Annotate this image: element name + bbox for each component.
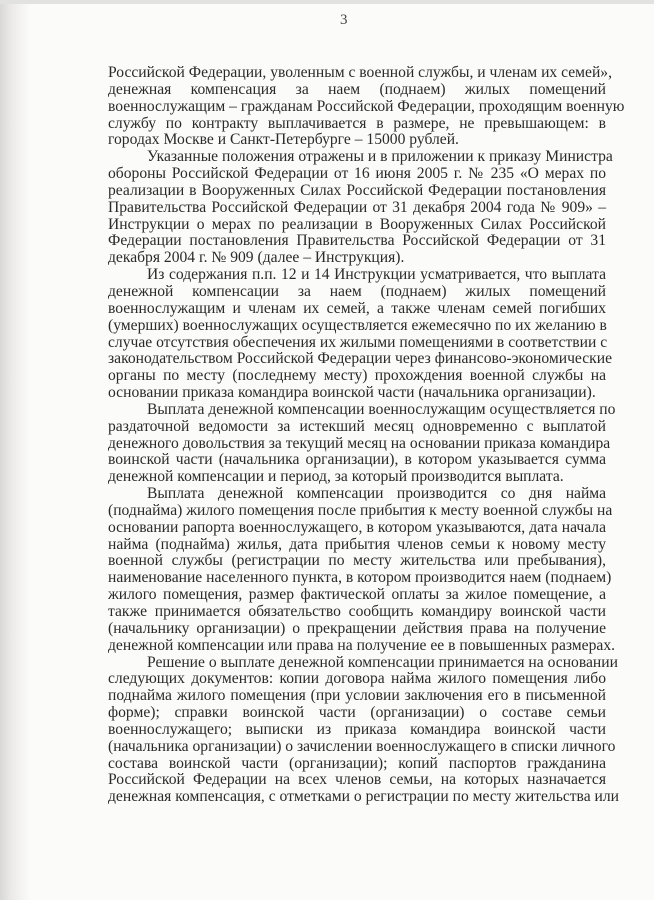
text-line: форме); справки воинской части (организации) о составе семьи — [108, 704, 606, 722]
text-line: Российской Федерации, уволенным с военной службы, и членам их семей», — [108, 64, 612, 81]
text-line: военнослужащим – гражданам Российской Федерации, проходящим военную — [108, 97, 625, 115]
text-line: основании рапорта военнослужащего, в котором указываются, дата начала — [108, 518, 606, 536]
page-number: 3 — [340, 12, 348, 28]
paragraph — [108, 266, 612, 402]
text-line: Федерации постановления Правительства Российской Федерации от 31 — [108, 232, 606, 250]
document-body — [108, 64, 625, 806]
paragraph — [108, 148, 613, 267]
text-line: городах Москве и Санкт-Петербурге – 15000 рублей. — [108, 131, 459, 149]
scan-shadow-top — [0, 0, 654, 4]
text-line: основании приказа командира воинской части (начальника организации). — [108, 384, 596, 402]
text-line: денежной компенсации за наем (поднаем) жилых помещений — [108, 282, 606, 300]
text-line: Из содержания п.п. 12 и 14 Инструкции усматривается, что выплата — [147, 266, 606, 284]
text-line: реализации в Вооруженных Силах Российской Федерации постановления — [108, 181, 606, 199]
text-line: (поднайма) жилого помещения после прибытия к месту военной службы на — [108, 501, 613, 519]
text-line: (умерших) военнослужащих осуществляется ежемесячно по их желанию в — [108, 316, 607, 334]
text-line: также принимается обязательство сообщить командиру воинской части — [108, 603, 606, 620]
text-line: воинской части (начальника организации), в котором указывается сумма — [108, 451, 606, 469]
text-line: раздаточной ведомости за истекший месяц одновременно с выплатой — [108, 417, 606, 435]
text-line: военнослужащего; выписки из приказа командира воинской части — [108, 720, 606, 738]
text-line: Выплата денежной компенсации военнослужащим осуществляется по — [147, 400, 616, 418]
text-line: (начальнику организации) о прекращении действия права на получение — [108, 619, 606, 637]
text-line: найма (поднайма) жилья, дата прибытия членов семьи к новому месту — [108, 535, 606, 553]
text-line: декабря 2004 г. № 909 (далее – Инструкция). — [108, 249, 405, 267]
text-line: органы по месту (последнему месту) прохождения военной службы на — [108, 367, 606, 385]
scan-shadow-left — [0, 0, 30, 900]
text-line: законодательством Российской Федерации через финансово-экономические — [108, 350, 612, 368]
text-line: денежной компенсации или права на получение ее в повышенных размерах. — [108, 636, 616, 654]
paragraph — [108, 400, 616, 486]
text-line: военнослужащим и членам их семей, а также членам семей погибших — [108, 299, 606, 317]
text-line: денежная компенсация, с отметками о регистрации по месту жительства или — [108, 788, 619, 806]
text-line: Российской Федерации на всех членов семьи, на которых назначается — [108, 771, 606, 789]
text-line: Правительства Российской Федерации от 31 декабря 2004 года № 909» – — [108, 198, 606, 216]
text-line: Выплата денежной компенсации производится со дня найма — [147, 485, 606, 503]
text-line: обороны Российской Федерации от 16 июня 2005 г. № 235 «О мерах по — [108, 165, 606, 183]
text-line: Решение о выплате денежной компенсации принимается на основании — [147, 653, 618, 671]
text-line: службу по контракту выплачивается в размере, не превышающем: в — [108, 114, 606, 132]
text-line: случае отсутствия обеспечения их жилыми помещениями в соответствии с — [108, 333, 608, 351]
paragraph — [108, 64, 625, 149]
text-line: Указанные положения отражены и в приложении к приказу Министра — [147, 148, 613, 166]
text-line: денежного довольствия за текущий месяц на основании приказа командира — [108, 434, 611, 452]
text-line: денежная компенсация за наем (поднаем) жилых помещений — [108, 80, 606, 98]
text-line: следующих документов: копии договора найма жилого помещения либо — [108, 670, 606, 688]
text-line: жилого помещения, размер фактической оплаты за жилое помещение, а — [108, 586, 606, 604]
text-line: денежной компенсации и период, за который производится выплата. — [108, 468, 564, 486]
text-line: военной службы (регистрации по месту жительства или пребывания), — [108, 552, 606, 570]
text-line: Инструкции о мерах по реализации в Вооруженных Силах Российской — [108, 215, 606, 233]
paragraph — [108, 485, 616, 654]
text-line: поднайма жилого помещения (при условии заключения его в письменной — [108, 687, 606, 705]
paragraph — [108, 653, 619, 807]
text-line: состава воинской части (организации); копий паспортов гражданина — [108, 754, 606, 772]
text-line: (начальника организации) о зачислении военнослужащего в списки личного — [108, 737, 616, 755]
text-line: наименование населенного пункта, в котором производится наем (поднаем) — [108, 569, 612, 587]
